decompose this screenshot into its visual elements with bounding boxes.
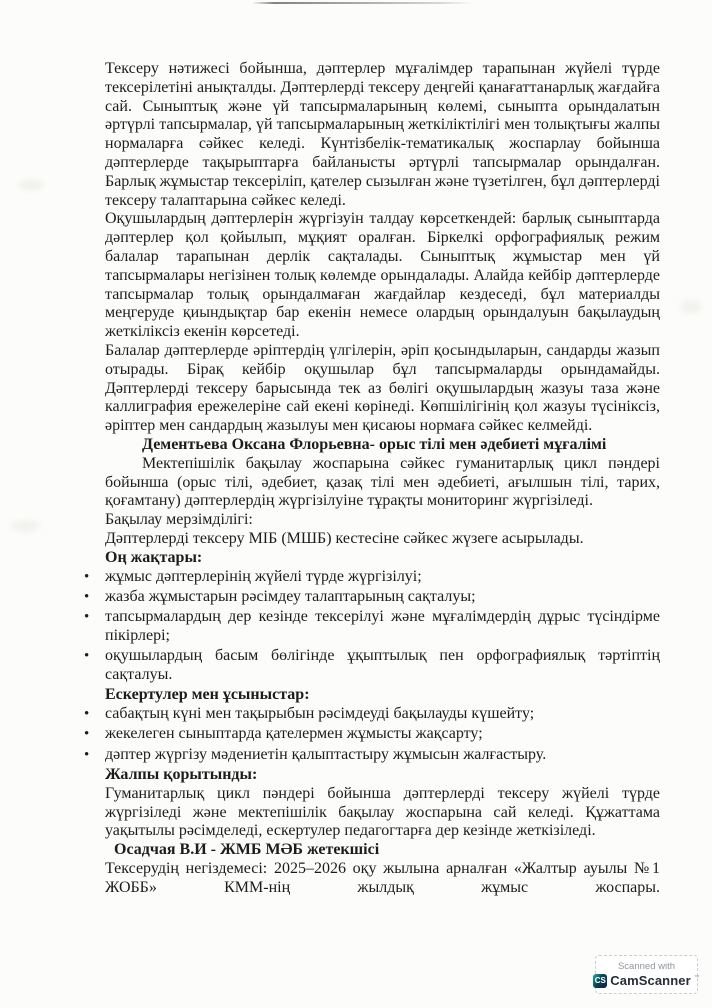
scan-smudge <box>18 180 44 190</box>
remarks-heading: Ескертулер мен ұсыныстар: <box>105 686 310 704</box>
bullet-icon: • <box>84 609 90 626</box>
document-body <box>84 60 660 898</box>
camscanner-brand-row <box>593 973 699 988</box>
list-item <box>84 587 660 607</box>
bullet-icon: • <box>84 746 90 763</box>
bullet-icon: • <box>84 726 90 743</box>
scan-smudge <box>10 520 40 532</box>
list-item-text: дәптер жүргізу мәдениетін қалыптастыру жұмысын жалғастыру. <box>105 745 547 763</box>
bullet-icon: • <box>84 706 90 723</box>
positives-list <box>84 567 660 685</box>
signature-line: Осадчая В.И - ЖМБ МӘБ жетекшісі <box>114 841 380 859</box>
list-item-text: жазба жұмыстарын рәсімдеу талаптарының сақталуы; <box>105 587 476 605</box>
remarks-list <box>84 705 660 764</box>
list-item <box>84 567 660 587</box>
camscanner-brand-name: CamScanner <box>610 973 691 988</box>
list-item <box>84 725 660 744</box>
scan-smudge <box>680 300 702 314</box>
scanned-with-label: Scanned with <box>617 961 676 972</box>
list-item-text: тапсырмалардың дер кезінде тексерілуі және мұғалімдердің дұрыс түсіндірме пікірлері; <box>105 608 660 644</box>
inspection-basis-text: Тексерудің негіздемесі: 2025–2026 оқу жылына арналған «Жалтыр ауылы №1 ЖОББ» КММ-нің жылдық жұмыс жоспары. <box>105 859 660 896</box>
list-item <box>84 745 660 765</box>
paragraph-inspection-result: Тексеру нәтижесі бойынша, дәптерлер мұғалімдер тарапынан жүйелі түрде тексерілетіні анықталды. Дәптерлерді тексеру деңгейі қанағаттанарлық жағдайға сай. Сыныптық және үй тапсырмаларының көлемі, сыныпта орындалатын әртүрлі тапсырмалар, үй тапсырмаларының жеткіліктілігі мен толықтығы жалпы нормаларға сәйкес келеді. Күнтізбелік-тематикалық жоспарлау бойынша дәптерлерде тақырыптарға байланысты әртүрлі тапсырмалар орындалған. Барлық жұмыстар тексеріліп, қателер сызылған және түзетілген, бұл дәптерлерді тексеру талаптарына сәйкес келеді. <box>105 60 660 209</box>
list-item <box>84 608 660 646</box>
list-item-text: сабақтың күні мен тақырыбын рәсімдеуді бақылауды күшейту; <box>105 705 535 723</box>
list-item <box>84 705 660 724</box>
camscanner-logo-icon: CS <box>593 974 607 988</box>
list-item-text: оқушылардың басым бөлігінде ұқыптылық пен орфографиялық тәртіптің сақталуы. <box>105 647 660 683</box>
teacher-name-heading: Дементьева Оксана Флорьевна- орыс тілі мен әдебиеті мұғалімі <box>142 435 607 453</box>
scan-artifact-line <box>252 2 474 4</box>
conclusion-heading: Жалпы қорытынды: <box>105 765 258 783</box>
trademark-symbol: ™ <box>693 975 700 981</box>
positives-heading: Оң жақтары: <box>105 548 203 566</box>
monitoring-frequency-label: Бақылау мерзімділігі: <box>105 511 253 529</box>
bullet-icon: • <box>84 648 90 665</box>
list-item-text: жекелеген сыныптарда қателермен жұмысты жақсарту; <box>105 725 483 743</box>
list-item-text: жұмыс дәптерлерінің жүйелі түрде жүргізілуі; <box>105 567 422 585</box>
camscanner-watermark <box>595 955 698 994</box>
bullet-icon: • <box>84 588 90 605</box>
paragraph-monitoring-plan: Мектепішілік бақылау жоспарына сәйкес гуманитарлық цикл пәндері бойынша (орыс тілі, әдебиет, қазақ тілі мен әдебиеті, ағылшын тілі, тарих, қоғамтану) дәптерлердің жүргізілуіне тұрақты мониторинг жүргізіледі. <box>105 454 660 510</box>
paragraph-handwriting: Балалар дәптерлерде әріптердің үлгілерін, әріп қосындыларын, сандарды жазып отырады. Бірақ кейбір оқушылар бұл тапсырмаларды орындамайды. Дәптерлерді тексеру барысында тек аз бөлігі оқушылардың жазуы таза және каллиграфия ережелеріне сай екені көрінеді. Көпшілігінің қол жазуы түсініксіз, әріптер мен сандардың жазылуы мен қисаюы нормаға сәйкес келмейді. <box>105 341 660 435</box>
paragraph-notebook-analysis: Оқушылардың дәптерлерін жүргізуін талдау көрсеткендей: барлық сыныптарда дәптерлер қол қойылып, мұқият оралған. Біркелкі орфографиялық режим балалар тарапынан дерлік сақталады. Сыныптық жұмыстар мен үй тапсырмалары негізінен толық көлемде орындалады. Алайда кейбір дәптерлерде тапсырмалар толық орындалмаған жағдайлар кездеседі, бұл материалды меңгеруде қиындықтар бар екенін немесе олардың орындалуын бақылаудың жеткіліксіз екенін көрсетеді. <box>105 210 660 341</box>
monitoring-frequency-text: Дәптерлерді тексеру МІБ (МШБ) кестесіне сәйкес жүзеге асырылады. <box>105 529 584 547</box>
conclusion-text: Гуманитарлық цикл пәндері бойынша дәптерлерді тексеру жүйелі түрде жүргізіледі және мектепішілік бақылау жоспарына сай келеді. Құжаттама уақытылы рәсімделеді, ескертулер педагогтарға дер кезінде жеткізіледі. <box>105 784 660 840</box>
bullet-icon: • <box>84 568 90 585</box>
list-item <box>84 647 660 685</box>
